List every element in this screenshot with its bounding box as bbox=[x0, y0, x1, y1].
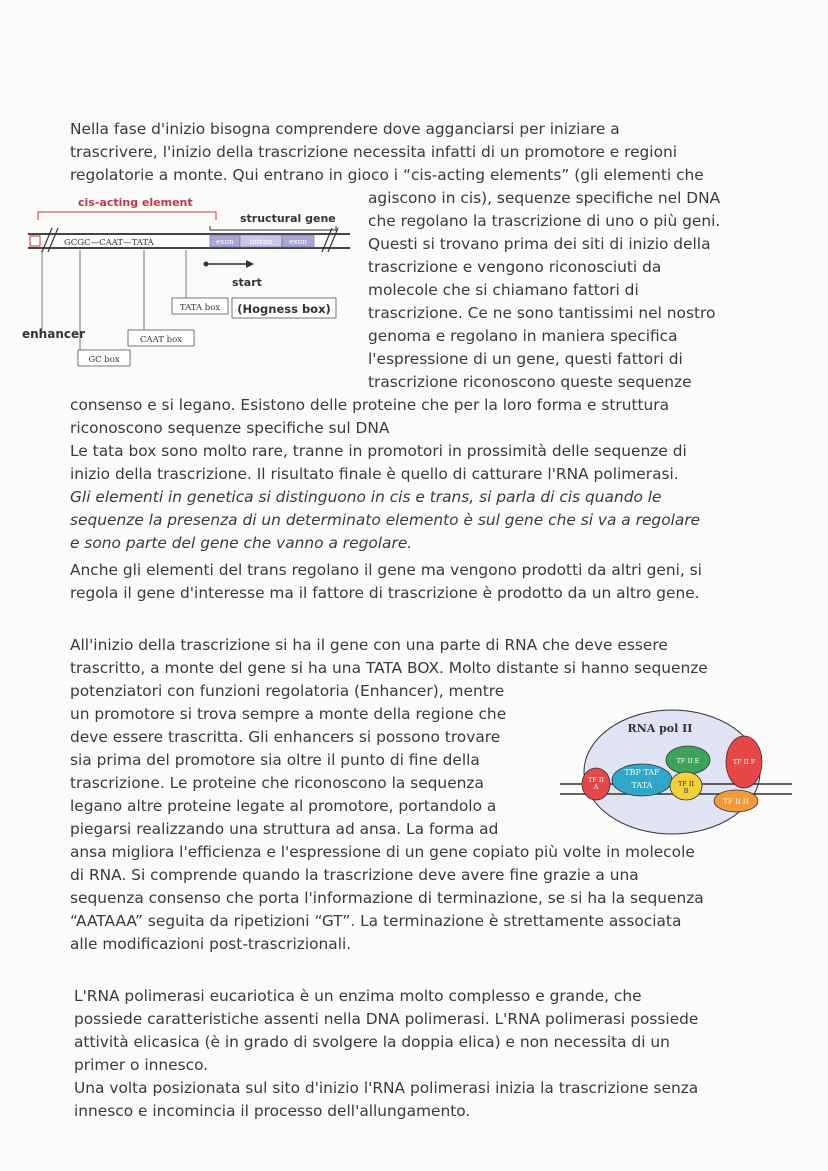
text-line: sia prima del promotore sia oltre il punto di fine della bbox=[70, 751, 480, 769]
text-line: All'inizio della trascrizione si ha il gene con una parte di RNA che deve essere bbox=[70, 636, 668, 654]
text-line: Nella fase d'inizio bisogna comprendere dove agganciarsi per iniziare a bbox=[70, 120, 620, 138]
tfiib-label: TF II B bbox=[677, 780, 695, 796]
text-line: trascrivere, l'inizio della trascrizione necessita infatti di un promotore e regioni bbox=[70, 143, 678, 161]
tfiif-label: TF II F bbox=[732, 758, 756, 766]
text-line: genoma e regolano in maniera specifica bbox=[368, 327, 678, 345]
text-line: regola il gene d'interesse ma il fattore di trascrizione è prodotto da un altro gene. bbox=[70, 584, 700, 602]
text-line: innesco e incomincia il processo dell'allungamento. bbox=[74, 1102, 471, 1120]
text-line: inizio della trascrizione. Il risultato finale è quello di catturare l'RNA polimerasi. bbox=[70, 465, 679, 483]
promoter-diagram bbox=[20, 190, 360, 380]
text-line: agiscono in cis), sequenze specifiche nel DNA bbox=[368, 189, 721, 207]
text-line: legano altre proteine legate al promotore, portandolo a bbox=[70, 797, 497, 815]
text-line: Gli elementi in genetica si distinguono in cis e trans, si parla di cis quando le bbox=[70, 488, 662, 506]
caat-box-label: CAAT box bbox=[139, 335, 183, 345]
cis-acting-bracket bbox=[38, 212, 216, 220]
tata-box-label: TATA box bbox=[179, 303, 221, 313]
text-line: e sono parte del gene che vanno a regolare. bbox=[70, 534, 413, 552]
hogness-label: (Hogness box) bbox=[237, 302, 331, 316]
text-line: attività elicasica (è in grado di svolgere la doppia elica) e non necessita di un bbox=[74, 1033, 670, 1051]
gc-box-label: GC box bbox=[88, 355, 120, 365]
text-line: sequenza consenso che porta l'informazione di terminazione, se si ha la sequenza bbox=[70, 889, 704, 907]
exon-label-1: exon bbox=[215, 237, 235, 246]
text-line: sequenze la presenza di un determinato elemento è sul gene che si va a regolare bbox=[70, 511, 701, 529]
text-line: consenso e si legano. Esistono delle proteine che per la loro forma e struttura bbox=[70, 396, 670, 414]
text-line: Questi si trovano prima dei siti di inizio della bbox=[368, 235, 711, 253]
text-line: piegarsi realizzando una struttura ad ansa. La forma ad bbox=[70, 820, 499, 838]
text-line: Una volta posizionata sul sito d'inizio l'RNA polimerasi inizia la trascrizione senza bbox=[74, 1079, 699, 1097]
text-line: riconoscono sequenze specifiche sul DNA bbox=[70, 419, 390, 437]
intron-label: intron bbox=[249, 237, 273, 246]
rna-pol-label: RNA pol II bbox=[627, 722, 693, 735]
text-line: L'RNA polimerasi eucariotica è un enzima molto complesso e grande, che bbox=[74, 987, 642, 1005]
text-line: trascrizione riconoscono queste sequenze bbox=[368, 373, 692, 391]
cis-acting-label: cis-acting element bbox=[78, 196, 193, 209]
marker-box bbox=[30, 236, 40, 246]
structural-gene-label: structural gene bbox=[240, 212, 336, 225]
text-line: che regolano la trascrizione di uno o più geni. bbox=[368, 212, 721, 230]
text-line: alle modificazioni post-trascrizionali. bbox=[70, 935, 352, 953]
tata-label: TATA bbox=[631, 781, 653, 790]
text-line: trascritto, a monte del gene si ha una TATA BOX. Molto distante si hanno sequenze bbox=[70, 659, 708, 677]
text-line: regolatorie a monte. Qui entrano in gioco i “cis-acting elements” (gli elementi che bbox=[70, 166, 704, 184]
text-line: Le tata box sono molto rare, tranne in promotori in prossimità delle sequenze di bbox=[70, 442, 687, 460]
text-line: ansa migliora l'efficienza e l'espressione di un gene copiato più volte in molecole bbox=[70, 843, 695, 861]
text-line: potenziatori con funzioni regolatoria (Enhancer), mentre bbox=[70, 682, 505, 700]
enhancer-label: enhancer bbox=[22, 327, 86, 341]
tfiie-label: TF II E bbox=[676, 757, 700, 765]
text-line: “AATAAA” seguita da ripetizioni “GT”. La terminazione è strettamente associata bbox=[70, 912, 682, 930]
tfiia-label: TF II A bbox=[587, 776, 605, 792]
start-arrow-icon bbox=[246, 260, 254, 268]
text-line: deve essere trascritta. Gli enhancers si possono trovare bbox=[70, 728, 501, 746]
text-line: primer o innesco. bbox=[74, 1056, 209, 1074]
text-line: trascrizione e vengono riconosciuti da bbox=[368, 258, 662, 276]
text-line: molecole che si chiamano fattori di bbox=[368, 281, 639, 299]
text-line: trascrizione. Le proteine che riconoscono la sequenza bbox=[70, 774, 484, 792]
tbp-taf-label: TBP TAF bbox=[624, 768, 660, 777]
text-line: l'espressione di un gene, questi fattori di bbox=[368, 350, 683, 368]
start-dot bbox=[204, 262, 209, 267]
exon-label-2: exon bbox=[288, 237, 308, 246]
text-line: Anche gli elementi del trans regolano il gene ma vengono prodotti da altri geni, si bbox=[70, 561, 702, 579]
text-line: un promotore si trova sempre a monte della regione che bbox=[70, 705, 507, 723]
promoter-sequence: GCGC—CAAT—TATA bbox=[64, 238, 154, 248]
text-line: di RNA. Si comprende quando la trascrizione deve avere fine grazie a una bbox=[70, 866, 639, 884]
start-label: start bbox=[232, 276, 262, 289]
rna-polymerase-diagram bbox=[560, 700, 800, 840]
structural-gene-bracket bbox=[210, 226, 336, 230]
text-line: possiede caratteristiche assenti nella DNA polimerasi. L'RNA polimerasi possiede bbox=[74, 1010, 699, 1028]
tfiih-label: TF II H bbox=[723, 798, 749, 806]
text-line: trascrizione. Ce ne sono tantissimi nel nostro bbox=[368, 304, 716, 322]
